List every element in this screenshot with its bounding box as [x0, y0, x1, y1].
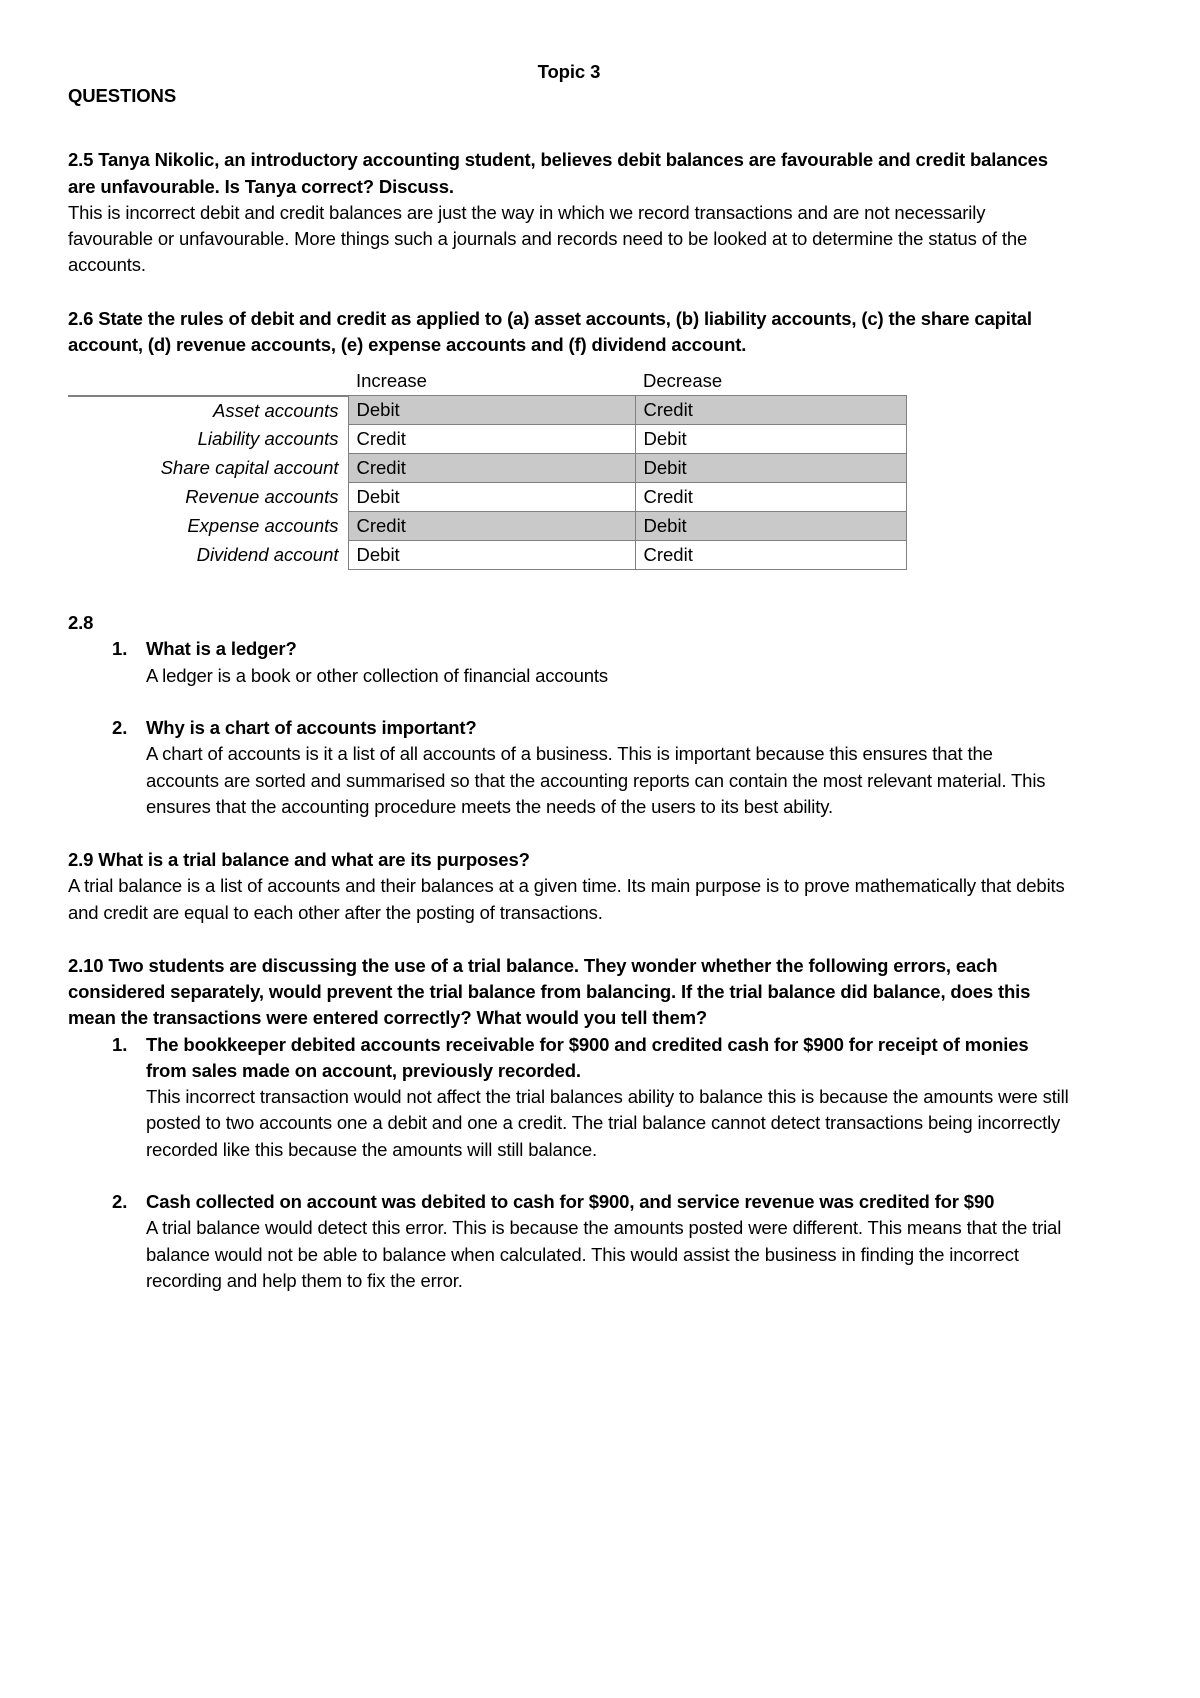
list-item: [68, 689, 1070, 820]
row-label: Expense accounts: [187, 515, 339, 537]
table-header-decrease: Decrease: [643, 370, 723, 392]
list-item: [68, 1032, 1070, 1163]
cell-decrease: Debit: [635, 512, 906, 541]
table-row: [68, 454, 906, 483]
cell-increase: Debit: [348, 396, 635, 425]
table-row: [68, 396, 906, 425]
cell-increase: Credit: [348, 454, 635, 483]
sub-answer: This incorrect transaction would not affect the trial balances ability to balance this is because the amounts were still posted to two accounts one a debit and one a credit. The trial balance cannot detect transactions being incorrectly recorded like this because the amounts will still balance.: [146, 1086, 1069, 1160]
sub-answer: A chart of accounts is it a list of all accounts of a business. This is important because this ensures that the accounts are sorted and summarised so that the accounting reports can contain the most relevant material. This ensures that the accounting procedure meets the needs of the users to its best ability.: [146, 743, 1046, 817]
list-marker: 2.: [112, 1190, 128, 1212]
list-item: [68, 1163, 1070, 1294]
table-header-blank: [68, 370, 348, 396]
spacer: [146, 689, 1070, 715]
cell-increase: Credit: [348, 512, 635, 541]
table-body: [68, 396, 906, 570]
sub-question: Why is a chart of accounts important?: [146, 717, 477, 738]
row-label: Dividend account: [196, 544, 339, 566]
table-header-increase: Increase: [356, 370, 427, 392]
row-label: Revenue accounts: [185, 486, 339, 508]
row-label: Share capital account: [160, 457, 339, 479]
question-2-10-list: [68, 1032, 1070, 1294]
question-2-5: 2.5 Tanya Nikolic, an introductory accounting student, believes debit balances are favourable and credit balances are unfavourable. Is Tanya correct? Discuss.: [68, 149, 1048, 197]
list-marker: 2.: [112, 717, 128, 738]
spacer: [68, 279, 1070, 306]
list-marker: 1.: [112, 638, 128, 660]
cell-decrease: Debit: [635, 454, 906, 483]
question-2-6: 2.6 State the rules of debit and credit as applied to (a) asset accounts, (b) liability accounts, (c) the share capital account, (d) revenue accounts, (e) expense accounts and (f) dividend account.: [68, 307, 1032, 355]
cell-increase: Credit: [348, 425, 635, 454]
question-2-8-list: [68, 636, 1070, 820]
row-label: Asset accounts: [68, 396, 348, 425]
answer-2-5: This is incorrect debit and credit balances are just the way in which we record transactions and are not necessarily favourable or unfavourable. More things such a journals and records need to be looked at to determine the status of the accounts.: [68, 201, 1028, 276]
spacer: [68, 107, 1070, 147]
table-row: [68, 541, 906, 570]
table-row: [68, 483, 906, 512]
cell-increase: Debit: [348, 483, 635, 512]
question-2-8-label: 2.8: [68, 612, 94, 634]
cell-decrease: Credit: [635, 541, 906, 570]
answer-2-9: A trial balance is a list of accounts and their balances at a given time. Its main purpose is to prove mathematically that debits and credit are equal to each other after the posting of transactions.: [68, 875, 1065, 923]
sub-answer: A ledger is a book or other collection of financial accounts: [146, 664, 609, 686]
page-title: Topic 3: [537, 61, 601, 82]
cell-decrease: Debit: [635, 425, 906, 454]
table-head: [68, 370, 906, 396]
question-2-10: 2.10 Two students are discussing the use of a trial balance. They wonder whether the following errors, each considered separately, would prevent the trial balance from balancing. If the trial balance did balance, does this mean the transactions were entered correctly? What would you tell them?: [68, 954, 1031, 1029]
cell-decrease: Credit: [635, 483, 906, 512]
sub-question: What is a ledger?: [146, 638, 297, 660]
sub-question: Cash collected on account was debited to cash for $900, and service revenue was credited for $90: [146, 1190, 995, 1212]
question-2-9: 2.9 What is a trial balance and what are its purposes?: [68, 849, 530, 871]
list-marker: 1.: [112, 1033, 128, 1055]
debit-credit-rules-table-wrap: [68, 370, 1070, 570]
spacer: [68, 926, 1070, 953]
spacer: [68, 820, 1070, 847]
spacer: [68, 570, 1070, 610]
cell-increase: Debit: [348, 541, 635, 570]
sub-answer: A trial balance would detect this error. This is because the amounts posted were different. This means that the trial balance would not be able to balance when calculated. This would assist the business in finding the incorrect recording and help them to fix the error.: [146, 1217, 1062, 1291]
table-row: [68, 512, 906, 541]
list-item: [68, 636, 1070, 689]
cell-decrease: Credit: [635, 396, 906, 425]
section-heading-questions: QUESTIONS: [68, 84, 177, 106]
table-row: [68, 425, 906, 454]
sub-question: The bookkeeper debited accounts receivable for $900 and credited cash for $900 for receipt of monies from sales made on account, previously recorded.: [146, 1033, 1029, 1081]
spacer: [146, 1163, 1070, 1189]
table-header-row: [68, 370, 906, 396]
debit-credit-rules-table: [68, 370, 907, 570]
row-label: Liability accounts: [197, 428, 339, 450]
